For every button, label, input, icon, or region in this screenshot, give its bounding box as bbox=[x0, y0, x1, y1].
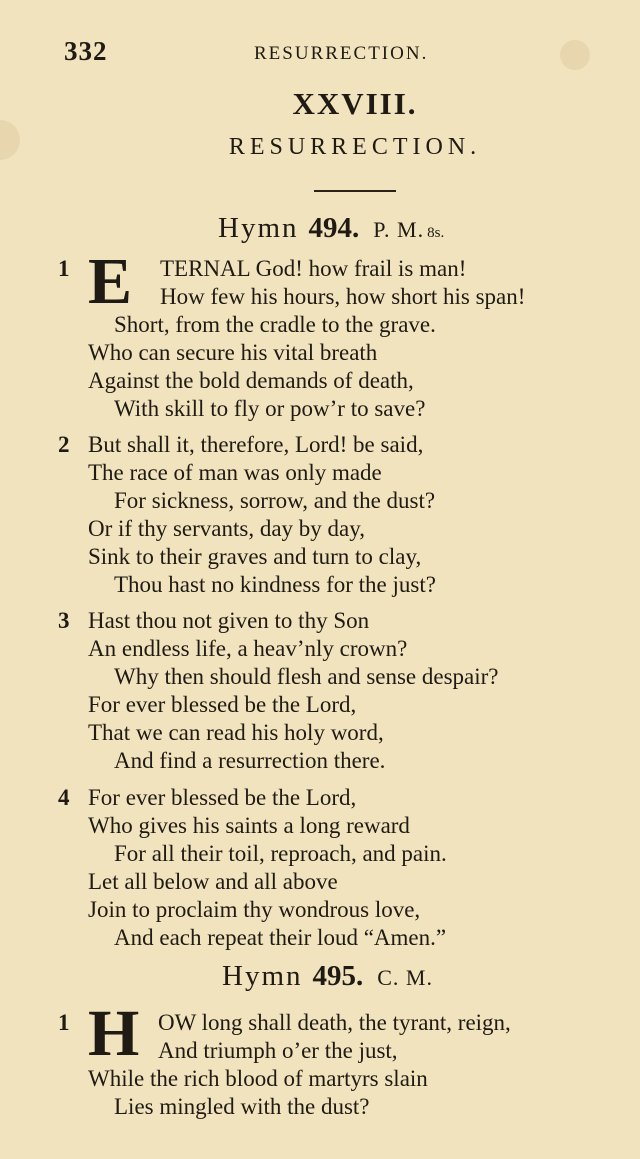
verse-line: For ever blessed be the Lord, bbox=[88, 692, 357, 717]
section-number: XXVIII. bbox=[292, 86, 418, 121]
verse-line: And each repeat their loud “Amen.” bbox=[114, 925, 447, 950]
section-title: RESURRECTION. bbox=[228, 134, 482, 160]
hymn-word: Hymn bbox=[222, 960, 303, 992]
hymn-number: 494. bbox=[308, 212, 360, 244]
stanza-number: 3 bbox=[58, 608, 70, 633]
verse-line: For ever blessed be the Lord, bbox=[88, 785, 357, 810]
verse-line: Lies mingled with the dust? bbox=[114, 1094, 370, 1119]
verse-line: For all their toil, reproach, and pain. bbox=[114, 841, 447, 866]
verse-line: But shall it, therefore, Lord! be said, bbox=[88, 432, 424, 457]
hymn-meter-sub: 8s. bbox=[427, 225, 445, 241]
page-number: 332 bbox=[64, 36, 108, 66]
verse-line: Sink to their graves and turn to clay, bbox=[88, 544, 422, 569]
verse-line: With skill to fly or pow’r to save? bbox=[114, 396, 426, 421]
hymn-meter: P. M. bbox=[373, 217, 425, 242]
verse-line: Against the bold demands of death, bbox=[88, 368, 414, 393]
verse-line: And triumph o’er the just, bbox=[158, 1038, 398, 1063]
verse-line: For sickness, sorrow, and the dust? bbox=[114, 488, 436, 513]
verse-line: The race of man was only made bbox=[88, 460, 382, 485]
verse-line: Or if thy servants, day by day, bbox=[88, 516, 365, 541]
hymn-heading bbox=[222, 960, 433, 996]
verse-line: Why then should flesh and sense despair? bbox=[114, 664, 499, 689]
hymn-number: 495. bbox=[312, 960, 364, 992]
verse-line: Who gives his saints a long reward bbox=[88, 813, 410, 838]
drop-cap: E bbox=[88, 245, 133, 318]
verse-line: Thou hast no kindness for the just? bbox=[114, 572, 436, 597]
verse-line: TERNAL God! how frail is man! bbox=[160, 256, 467, 281]
verse-line: An endless life, a heav’nly crown? bbox=[88, 636, 408, 661]
stanza-number: 4 bbox=[58, 785, 70, 810]
verse-line: Short, from the cradle to the grave. bbox=[114, 312, 436, 337]
hymn-heading bbox=[218, 212, 444, 248]
verse-line: OW long shall death, the tyrant, reign, bbox=[158, 1010, 511, 1035]
hymn-word: Hymn bbox=[218, 212, 299, 244]
hymn-meter: C. M. bbox=[377, 965, 433, 990]
verse-line: Join to proclaim thy wondrous love, bbox=[88, 897, 421, 922]
running-head bbox=[0, 36, 640, 68]
verse-line: And find a resurrection there. bbox=[114, 748, 386, 773]
verse-line: Who can secure his vital breath bbox=[88, 340, 378, 365]
verse-line: How few his hours, how short his span! bbox=[160, 284, 526, 309]
section-rule bbox=[314, 190, 396, 192]
stanza-number: 2 bbox=[58, 432, 70, 457]
verse-line: That we can read his holy word, bbox=[88, 720, 384, 745]
stanza-number: 1 bbox=[58, 256, 70, 281]
stanza-number: 1 bbox=[58, 1010, 70, 1035]
verse-line: Let all below and all above bbox=[88, 869, 338, 894]
drop-cap: H bbox=[88, 997, 140, 1070]
verse-line: Hast thou not given to thy Son bbox=[88, 608, 370, 633]
verse-line: While the rich blood of martyrs slain bbox=[88, 1066, 428, 1091]
running-title: RESURRECTION. bbox=[254, 43, 429, 64]
